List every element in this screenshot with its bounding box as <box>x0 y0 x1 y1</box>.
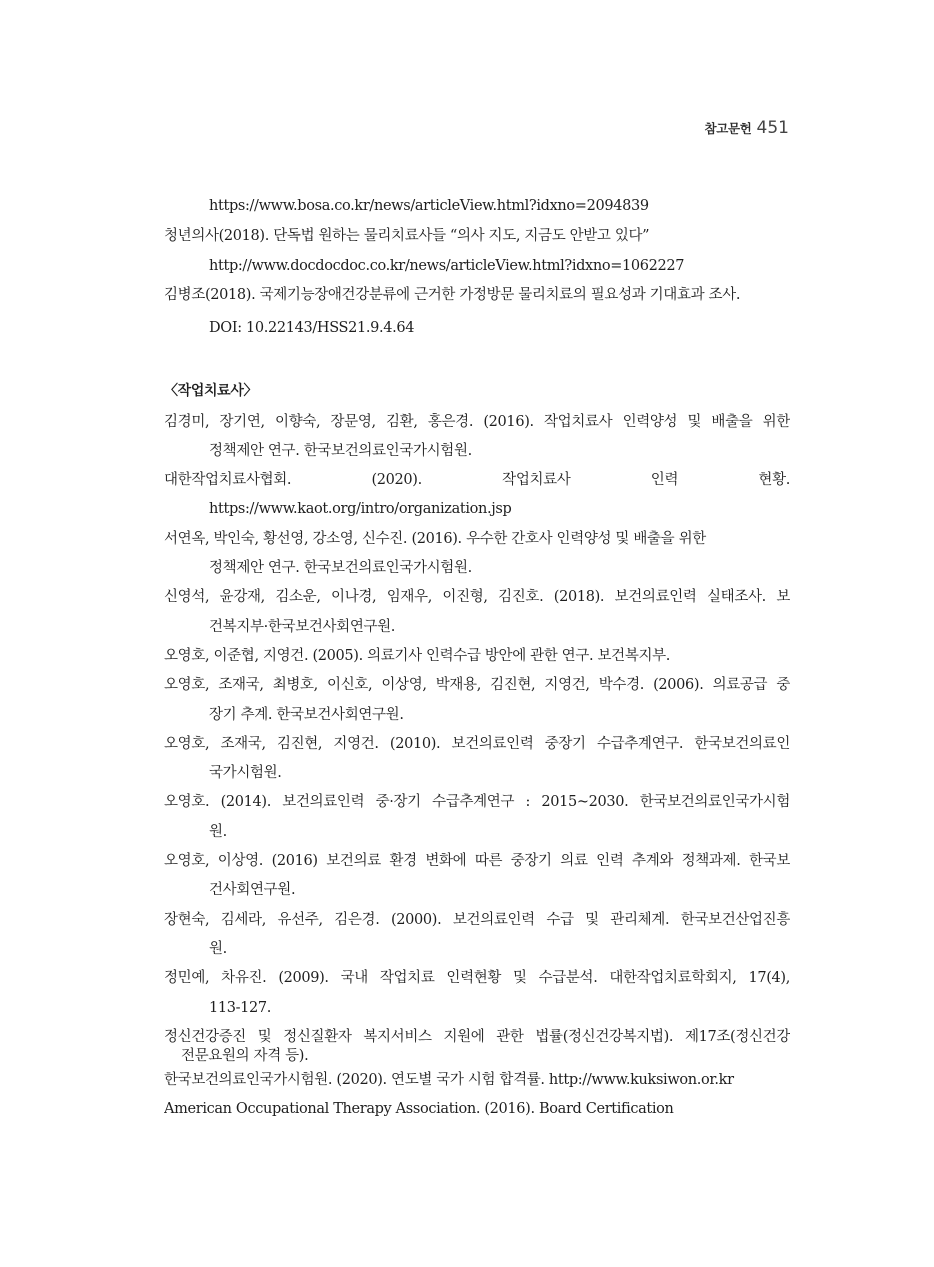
reference-line: 김병조(2018). 국제기능장애건강분류에 근거한 가정방문 물리치료의 필요성과 기대효과 조사. <box>164 287 741 303</box>
reference-line: https://www.kaot.org/intro/organization.jsp <box>209 501 512 517</box>
reference-line: DOI: 10.22143/HSS21.9.4.64 <box>209 320 415 336</box>
reference-line: American Occupational Therapy Association. (2016). Board Certification <box>164 1101 674 1117</box>
section-heading: 〈작업치료사〉 <box>164 383 258 399</box>
reference-line: 청년의사(2018). 단독법 원하는 물리치료사들 “의사 지도, 지금도 안받고 있다” <box>164 228 650 244</box>
reference-line: 오영호, 조재국, 최병호, 이신호, 이상영, 박재용, 김진현, 지영건, 박수경. (2006). 의료공급 중 <box>164 677 790 693</box>
reference-line: 건사회연구원. <box>209 882 296 898</box>
reference-line: 오영호, 이상영. (2016) 보건의료 환경 변화에 따른 중장기 의료 인력 추계와 정책과제. 한국보 <box>164 853 790 869</box>
reference-line: http://www.docdocdoc.co.kr/news/articleView.html?idxno=1062227 <box>209 258 685 274</box>
reference-line: 한국보건의료인국가시험원. (2020). 연도별 국가 시험 합격률. http://www.kuksiwon.or.kr <box>164 1072 734 1088</box>
reference-line: 전문요원의 자격 등). <box>181 1048 309 1064</box>
page-number: 451 <box>756 118 789 138</box>
reference-line: 서연옥, 박인숙, 황선영, 강소영, 신수진. (2016). 우수한 간호사 인력양성 및 배출을 위한 <box>164 531 706 547</box>
reference-line: 국가시험원. <box>209 765 282 781</box>
running-header <box>704 118 789 138</box>
section-label: 참고문헌 <box>704 121 752 136</box>
reference-line: 정민예, 차유진. (2009). 국내 작업치료 인력현황 및 수급분석. 대한작업치료학회지, 17(4), <box>164 970 790 986</box>
reference-line: 건복지부·한국보건사회연구원. <box>209 619 396 635</box>
reference-line: 원. <box>209 824 227 840</box>
reference-line: 오영호, 이준협, 지영건. (2005). 의료기사 인력수급 방안에 관한 연구. 보건복지부. <box>164 648 671 664</box>
reference-line: 원. <box>209 941 227 957</box>
reference-line: 대한작업치료사협회. (2020). 작업치료사 인력 현황. <box>164 472 790 488</box>
reference-line: 113-127. <box>209 1000 272 1016</box>
reference-line: 장기 추계. 한국보건사회연구원. <box>209 707 404 723</box>
reference-line: 장현숙, 김세라, 유선주, 김은경. (2000). 보건의료인력 수급 및 관리체계. 한국보건산업진흥 <box>164 912 790 928</box>
reference-line: https://www.bosa.co.kr/news/articleView.html?idxno=2094839 <box>209 198 649 214</box>
reference-line: 정책제안 연구. 한국보건의료인국가시험원. <box>209 443 472 459</box>
reference-line: 김경미, 장기연, 이향숙, 장문영, 김환, 홍은경. (2016). 작업치료사 인력양성 및 배출을 위한 <box>164 414 790 430</box>
reference-line: 정책제안 연구. 한국보건의료인국가시험원. <box>209 560 472 576</box>
reference-line: 신영석, 윤강재, 김소운, 이나경, 임재우, 이진형, 김진호. (2018). 보건의료인력 실태조사. 보 <box>164 589 790 605</box>
reference-line: 오영호, 조재국, 김진현, 지영건. (2010). 보건의료인력 중장기 수급추계연구. 한국보건의료인 <box>164 736 790 752</box>
reference-line: 오영호. (2014). 보건의료인력 중·장기 수급추계연구 : 2015~2030. 한국보건의료인국가시험 <box>164 794 790 810</box>
reference-line: 정신건강증진 및 정신질환자 복지서비스 지원에 관한 법률(정신건강복지법). 제17조(정신건강 <box>164 1029 790 1045</box>
